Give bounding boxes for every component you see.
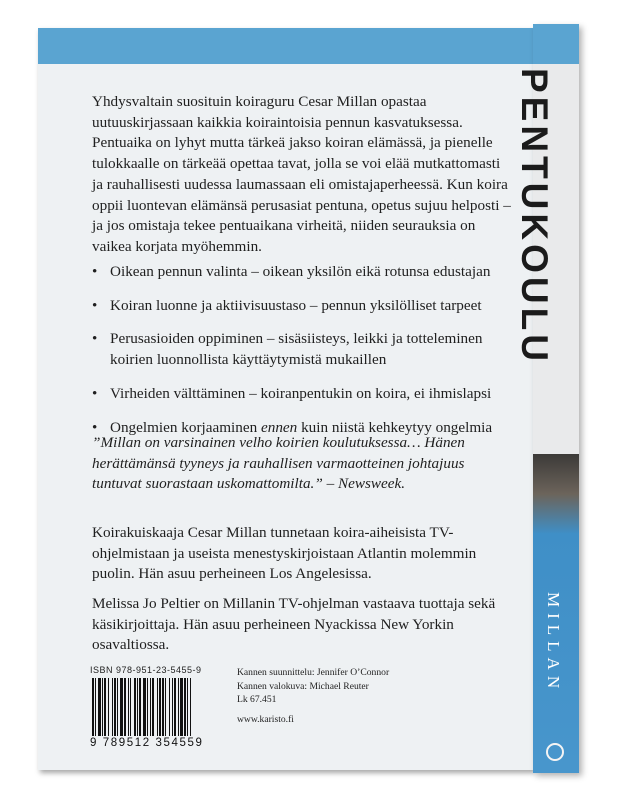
list-item-text-after: kuin niistä kehkeytyy ongelmia bbox=[297, 418, 493, 436]
list-item-text: Oikean pennun valinta – oikean yksilön eikä rotunsa edustajan bbox=[110, 263, 491, 280]
barcode-bar bbox=[150, 678, 151, 736]
barcode-bar bbox=[112, 678, 113, 736]
barcode-bar bbox=[124, 678, 126, 736]
barcode-bar bbox=[137, 678, 138, 736]
spine-color-band bbox=[533, 24, 579, 64]
list-item bbox=[92, 329, 522, 370]
barcode-bar bbox=[190, 678, 191, 736]
barcode-digits: 9 789512 354559 bbox=[90, 737, 204, 749]
barcode-bar bbox=[139, 678, 141, 736]
spine-author: MILLAN bbox=[544, 592, 563, 695]
barcode-bar bbox=[172, 678, 173, 736]
quote-source: – Newsweek. bbox=[322, 475, 406, 493]
barcode-bar bbox=[120, 678, 123, 736]
barcode-bar bbox=[108, 678, 109, 736]
publisher-logo-icon bbox=[546, 743, 564, 761]
barcode-bar bbox=[104, 678, 106, 736]
intro-paragraph: Yhdysvaltain suosituin koiraguru Cesar Millan opastaa uutuuskirjassaan kaikkia koiraintoisia pennun kasvatuksessa. Pentuaika on lyhyt mutta tärkeä jakso koiran elämässä, ja pienelle tulokkaalle on tärkeää opettaa tavat, jolla se voi elää mutkattomasti ja rauhallisesti uudessa laumassaan eli omistajaperheessä. Kun koira oppii luontevan elämänsä perusasiat pentuna, opetus sujuu helposti – ja jos omistaja tekee pentuaikana virheitä, niiden seurauksia on vaikea korjata myöhemmin. bbox=[92, 93, 511, 255]
feature-list bbox=[92, 262, 522, 451]
barcode-bar bbox=[169, 678, 170, 736]
bullet-icon: • bbox=[92, 330, 98, 348]
list-item-emphasis: ennen bbox=[261, 418, 298, 436]
cover-credits bbox=[237, 666, 389, 726]
barcode-bar bbox=[128, 678, 129, 736]
barcode-bar bbox=[114, 678, 116, 736]
quote-text: ”Millan on varsinainen velho koirien koulutuksessa… Hänen herättämänsä tyyneys ja rauhallisen varmaotteinen johtajuus tuntuvat suorastaan uskomattomilta.” bbox=[92, 434, 465, 493]
list-item bbox=[92, 296, 522, 317]
barcode-bar bbox=[174, 678, 176, 736]
barcode-bar bbox=[162, 678, 164, 736]
bullet-icon: • bbox=[92, 384, 98, 402]
spine-title: PENTUKOULU bbox=[514, 68, 555, 365]
barcode-bar bbox=[187, 678, 188, 736]
barcode-bar bbox=[117, 678, 118, 736]
press-quote bbox=[92, 433, 512, 495]
barcode-icon bbox=[90, 678, 216, 736]
barcode-bar bbox=[92, 678, 94, 736]
barcode-bar bbox=[178, 678, 179, 736]
barcode-bar bbox=[157, 678, 158, 736]
barcode-bar bbox=[147, 678, 148, 736]
bullet-icon: • bbox=[92, 263, 98, 280]
barcode-bar bbox=[95, 678, 96, 736]
author-bio: Koirakuiskaaja Cesar Millan tunnetaan koira-aiheisista TV-ohjelmistaan ja useista menestyskirjoistaan Atlantin molemmin puolin. Hän asuu perheineen Los Angelesissa. bbox=[92, 524, 477, 583]
barcode-bar bbox=[134, 678, 136, 736]
cover-photo-credit: Kannen valokuva: Michael Reuter bbox=[237, 680, 369, 692]
barcode-bar bbox=[159, 678, 161, 736]
list-item-text: Virheiden välttäminen – koiranpentukin on koira, ei ihmislapsi bbox=[110, 384, 492, 402]
publisher-website: www.karisto.fi bbox=[237, 713, 294, 725]
barcode-bar bbox=[152, 678, 154, 736]
list-item-text: Koiran luonne ja aktiivisuustaso – pennun yksilölliset tarpeet bbox=[110, 296, 482, 314]
barcode-bar bbox=[98, 678, 101, 736]
barcode-bar bbox=[180, 678, 183, 736]
top-color-band bbox=[38, 28, 533, 64]
book-spine bbox=[514, 24, 579, 773]
list-item bbox=[92, 384, 522, 405]
barcode-bar bbox=[184, 678, 186, 736]
barcode-block bbox=[90, 665, 220, 749]
list-item-text-before: Ongelmien korjaaminen bbox=[110, 418, 261, 436]
barcode-bar bbox=[143, 678, 146, 736]
barcode-bar bbox=[165, 678, 166, 736]
cover-design-credit: Kannen suunnittelu: Jennifer O’Connor bbox=[237, 667, 390, 678]
library-class: Lk 67.451 bbox=[237, 694, 277, 705]
barcode-bar bbox=[130, 678, 131, 736]
coauthor-bio: Melissa Jo Peltier on Millanin TV-ohjelman vastaava tuottaja sekä käsikirjoittaja. Hän asuu perheineen Nyackissa New Yorkin osavaltiossa. bbox=[92, 595, 496, 654]
list-item bbox=[92, 262, 522, 283]
bullet-icon: • bbox=[92, 296, 98, 314]
bullet-icon: • bbox=[92, 418, 98, 436]
isbn-label: ISBN 978-951-23-5455-9 bbox=[90, 665, 202, 675]
list-item-text: Perusasioiden oppiminen – sisäsiisteys, leikki ja totteleminen koirien luonnollista käyttäytymistä mukaillen bbox=[110, 330, 483, 369]
barcode-bar bbox=[102, 678, 103, 736]
